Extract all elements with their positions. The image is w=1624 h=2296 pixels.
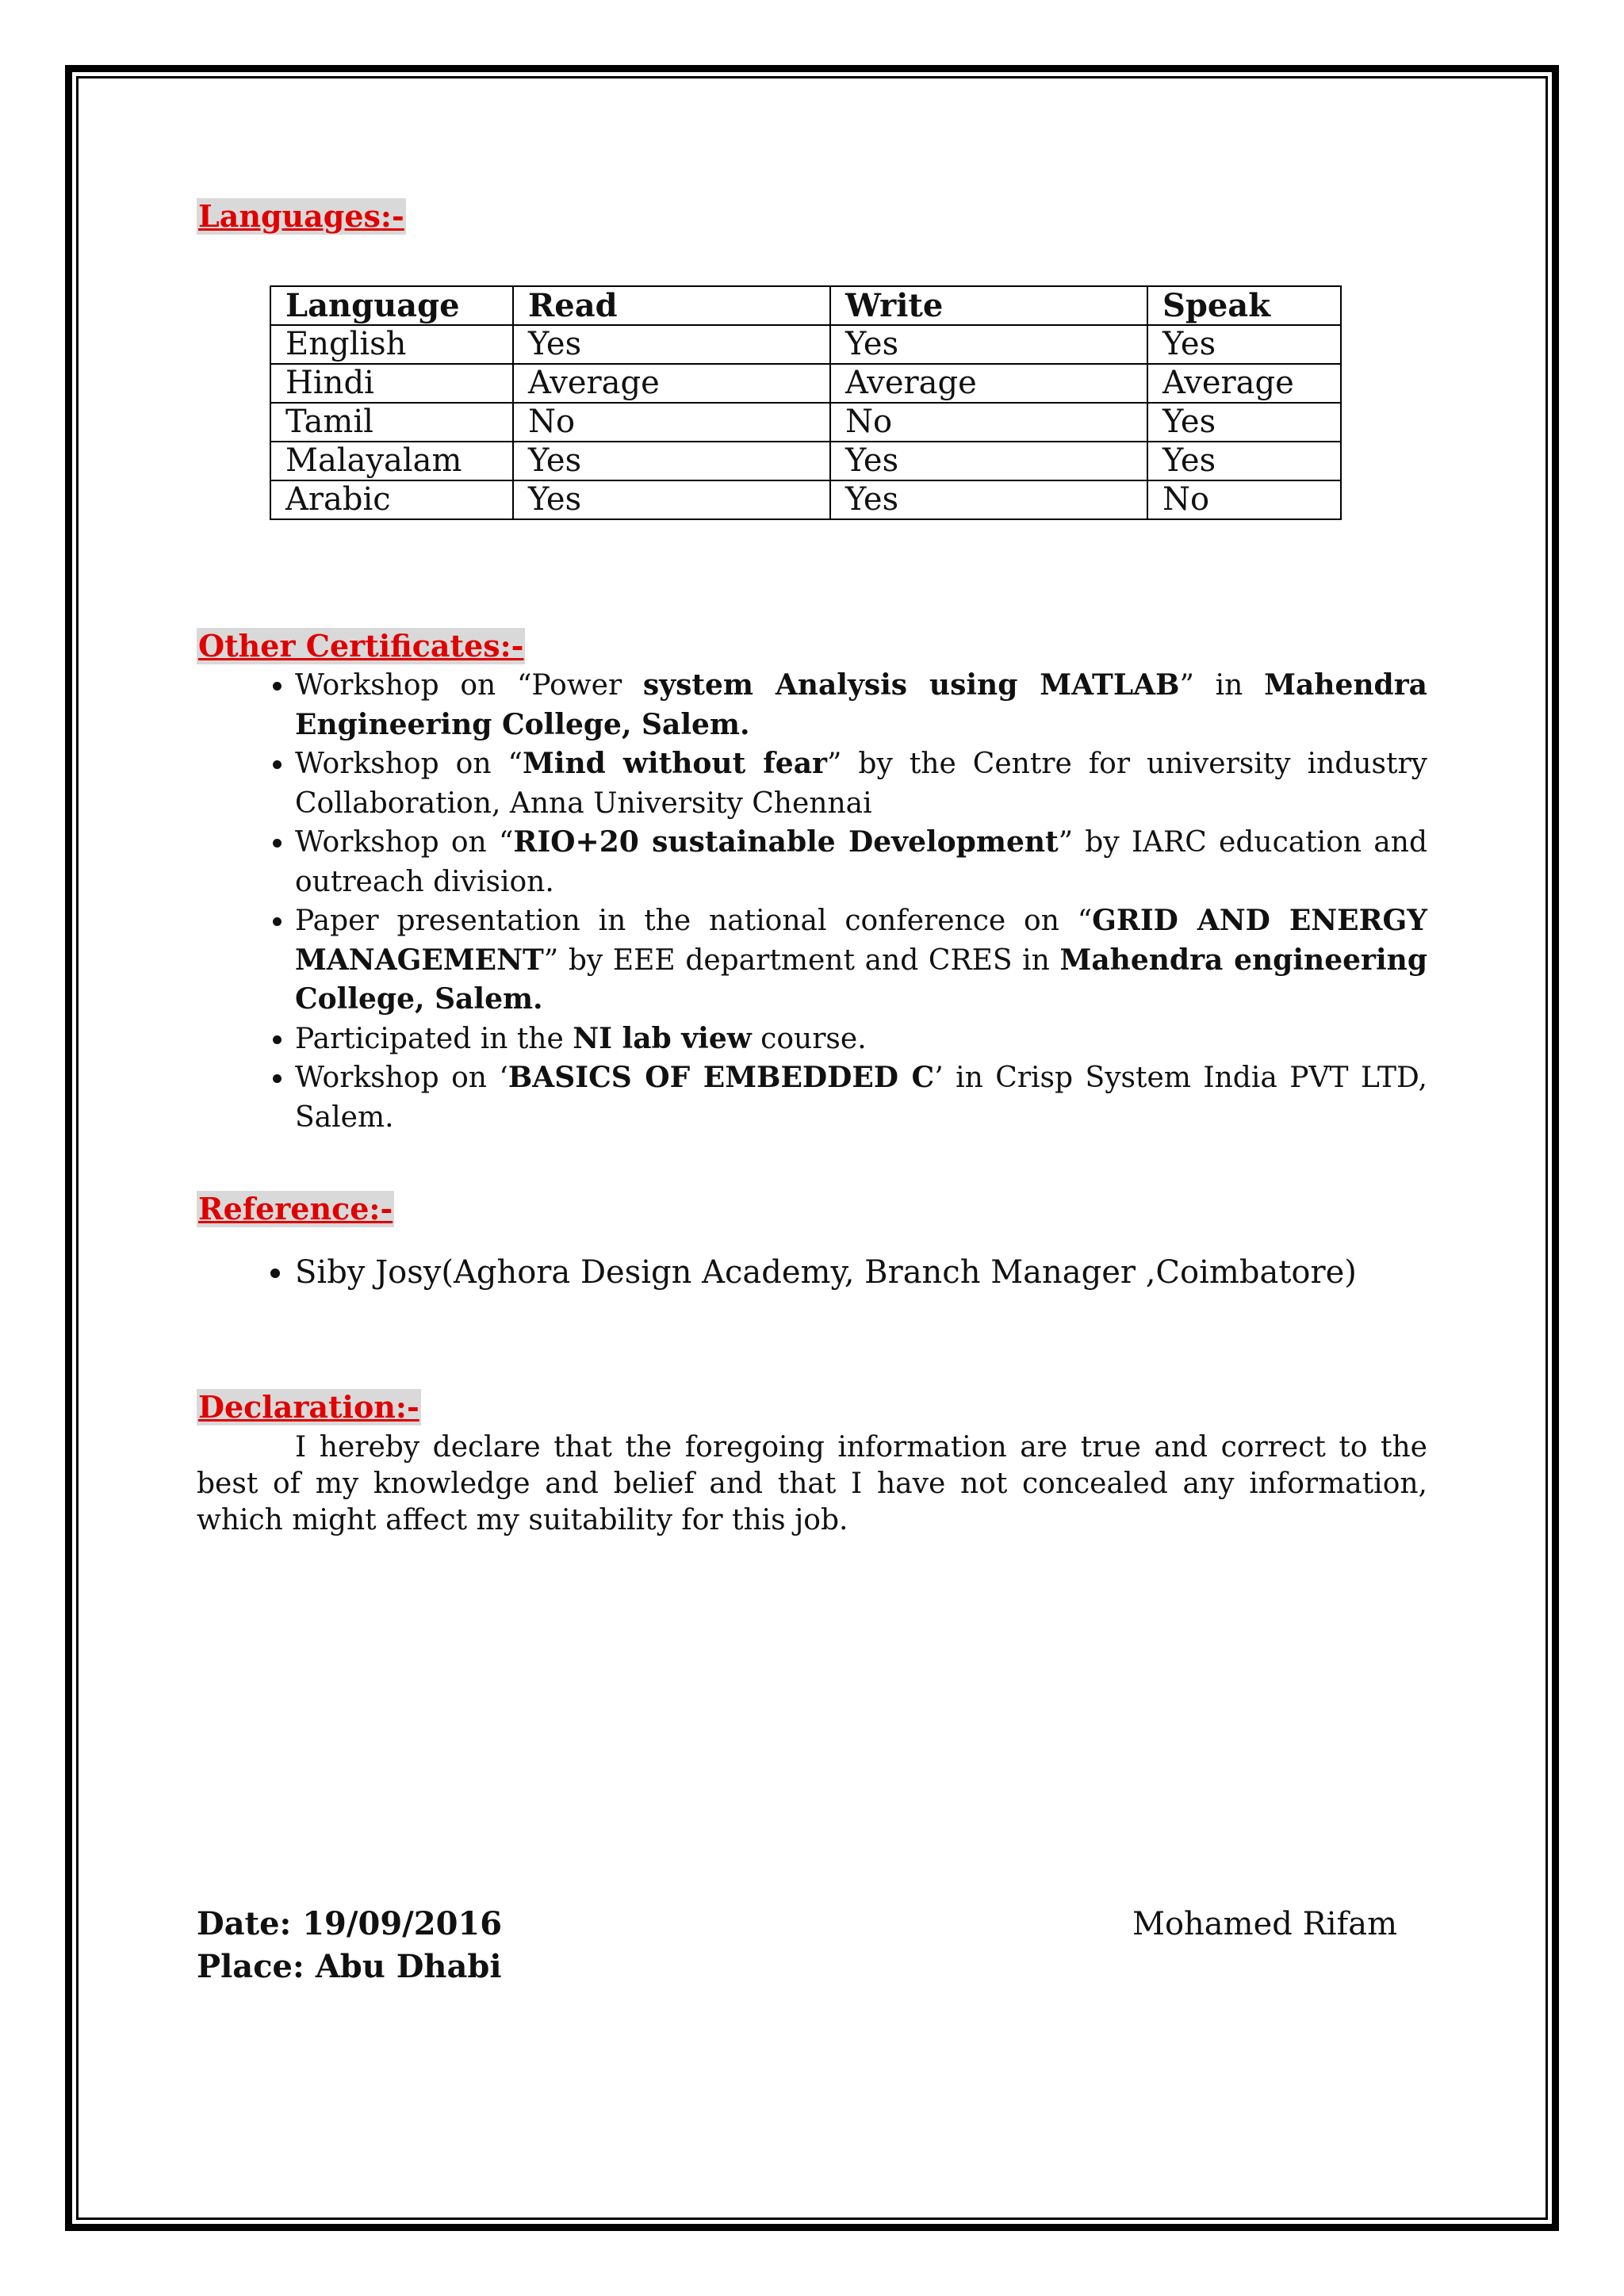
date-text: Date: 19/09/2016	[197, 1905, 503, 1942]
reference-heading: Reference:-	[198, 1191, 393, 1226]
text-run: ” by the Centre for university industry Collaboration, Anna University Chennai	[295, 748, 1428, 820]
declaration-text: I hereby declare that the foregoing information are true and correct to the best of my knowledge and belief and that I have not concealed any information, which might affect my suitability for this job.	[197, 1431, 1427, 1536]
text-run: Paper presentation in the national conference on “	[295, 905, 1093, 937]
table-row	[270, 480, 1341, 519]
list-item	[295, 744, 1427, 823]
text-run: Participated in the	[295, 1022, 573, 1055]
text-run: course.	[751, 1022, 867, 1055]
table-cell: No	[830, 403, 1147, 442]
certificates-list	[197, 666, 1427, 1137]
bold-text: GRID AND ENERGY MANAGEMENT	[295, 904, 1427, 977]
text-run: Workshop on “	[295, 826, 514, 859]
column-header: Language	[270, 286, 513, 325]
table-cell: Average	[513, 364, 830, 403]
table-cell: Yes	[1147, 403, 1341, 442]
column-header: Write	[830, 286, 1147, 325]
bold-text: Mahendra Engineering College, Salem.	[295, 668, 1428, 741]
table-cell: Yes	[1147, 325, 1341, 364]
list-item	[295, 901, 1427, 1020]
reference-list	[197, 1249, 1427, 1296]
languages-table	[270, 285, 1342, 520]
text-run: ” by IARC education and outreach division.	[295, 826, 1427, 898]
list-item	[295, 1058, 1427, 1137]
bold-text: system Analysis using MATLAB	[642, 668, 1180, 702]
table-cell: Yes	[830, 480, 1147, 519]
table-cell: Average	[1147, 364, 1341, 403]
table-cell: Yes	[513, 480, 830, 519]
bold-text: Mahendra engineering College, Salem.	[295, 943, 1427, 1016]
table-cell: Yes	[1147, 442, 1341, 480]
certificates-heading: Other Certificates:-	[198, 628, 524, 664]
place-text: Place: Abu Dhabi	[197, 1948, 502, 1985]
languages-table-header-row	[270, 286, 1341, 325]
text-run: Workshop on ‘	[295, 1062, 508, 1094]
list-item: • Siby Josy(Aghora Design Academy, Branch Manager ,Coimbatore)	[295, 1249, 1427, 1296]
text-run: Workshop on “	[295, 748, 523, 780]
table-cell: Yes	[830, 325, 1147, 364]
table-cell: Arabic	[270, 480, 513, 519]
table-cell: No	[513, 403, 830, 442]
table-cell: English	[270, 325, 513, 364]
table-cell: No	[1147, 480, 1341, 519]
signature-name: Mohamed Rifam	[1132, 1906, 1398, 1942]
list-item	[295, 1020, 1427, 1059]
list-item	[295, 823, 1427, 901]
languages-heading: Languages:-	[198, 198, 404, 234]
bold-text: Mind without fear	[522, 747, 827, 780]
table-row	[270, 364, 1341, 403]
text-run: Workshop on “Power	[295, 669, 643, 702]
text-run: ’ in Crisp System India PVT LTD, Salem.	[295, 1062, 1427, 1134]
list-item	[295, 666, 1427, 744]
declaration-heading: Declaration:-	[198, 1389, 419, 1425]
footer-date-place	[197, 1903, 502, 1988]
bold-text: NI lab view	[573, 1021, 752, 1055]
bold-text: BASICS OF EMBEDDED C	[508, 1061, 935, 1094]
table-cell: Yes	[830, 442, 1147, 480]
table-cell: Malayalam	[270, 442, 513, 480]
table-row	[270, 403, 1341, 442]
column-header: Speak	[1147, 286, 1341, 325]
table-cell: Yes	[513, 325, 830, 364]
table-row	[270, 325, 1341, 364]
column-header: Read	[513, 286, 830, 325]
text-run: ” in	[1179, 669, 1265, 702]
table-row	[270, 442, 1341, 480]
table-cell: Yes	[513, 442, 830, 480]
table-cell: Hindi	[270, 364, 513, 403]
table-cell: Average	[830, 364, 1147, 403]
bold-text: RIO+20 sustainable Development	[513, 825, 1059, 859]
text-run: ” by EEE department and CRES in	[543, 943, 1060, 977]
table-cell: Tamil	[270, 403, 513, 442]
